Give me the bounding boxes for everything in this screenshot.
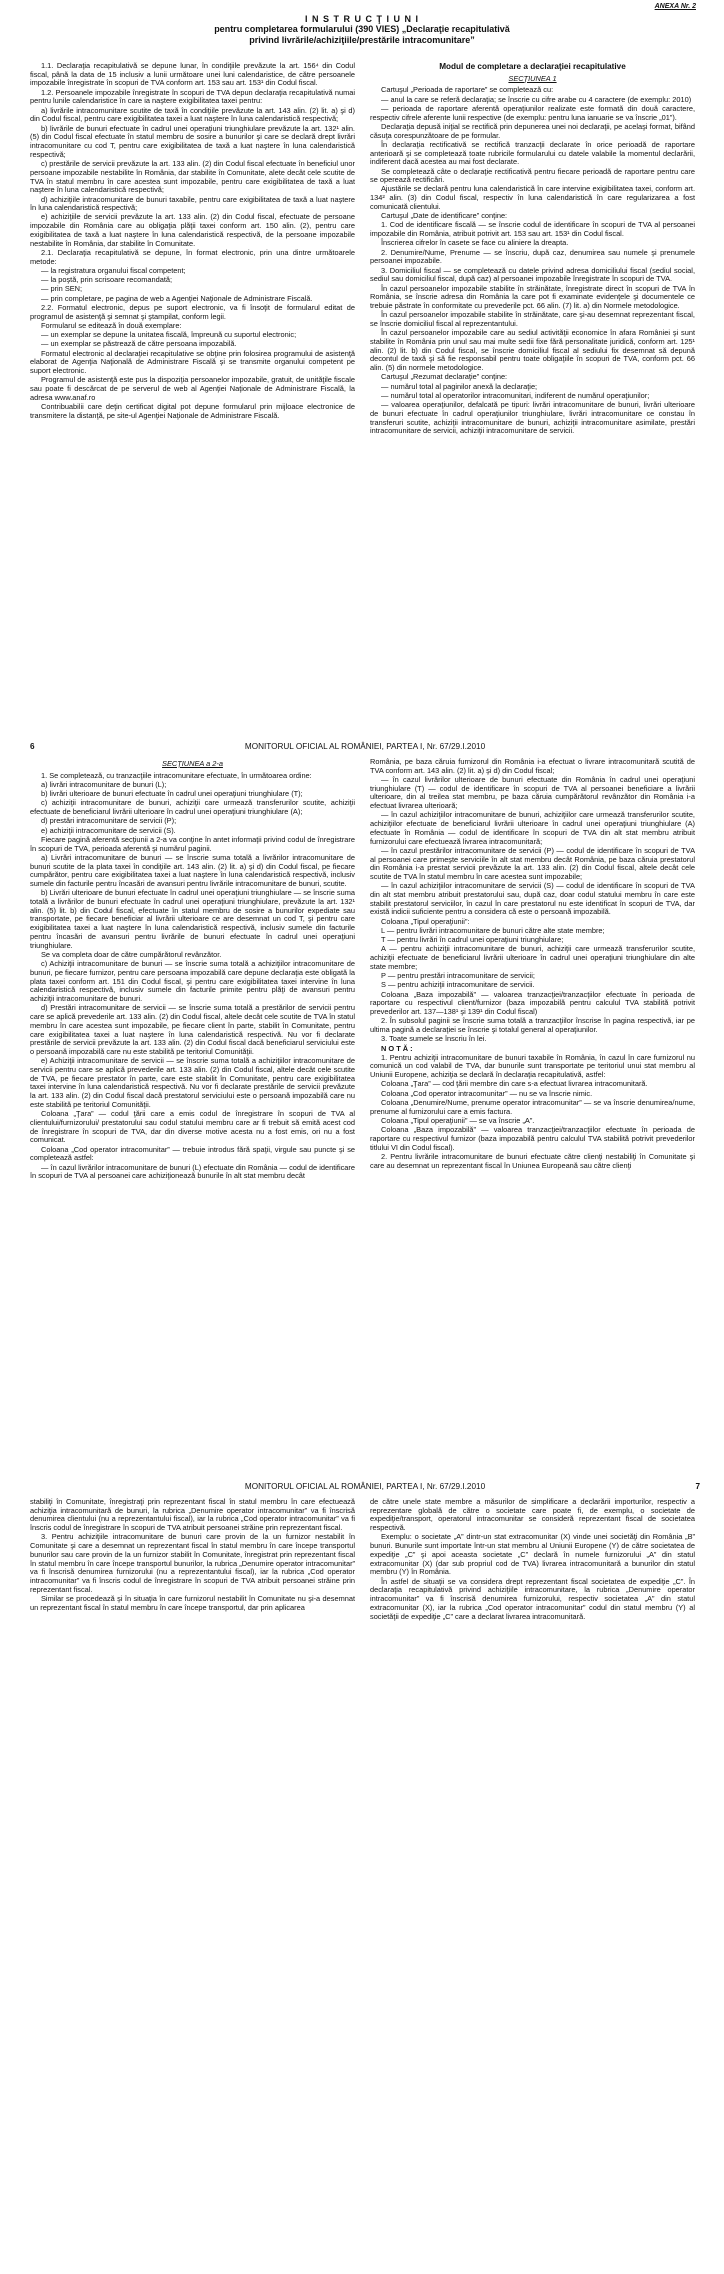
paragraph: de către unele state membre a măsurilor de simplificare a declarării importurilor, respectiv a reprezentare globală de către o societate care poate fi, de exemplu, o societate de expediţie/transport, operatorul intracomunitar se consideră reprezentant fiscal de societatea respectivă.	[370, 1498, 695, 1533]
paragraph: Coloana „Baza impozabilă” — valoarea tranzacţiei/tranzacţiilor efectuate în perioada de raportare cu respectivul client/furnizor (baza impozabilă pentru calculul TVA stabilită potrivit prevederilor art. 137—138¹ şi 139¹ din Codul fiscal)	[370, 989, 695, 1017]
paragraph: e) achiziţii intracomunitare de servicii (S).	[41, 825, 176, 835]
paragraph: c) achiziţii intracomunitare de bunuri, achiziţii care urmează transferurilor scutite, achiziţii efectuate de beneficiarul livrării ulterioare în cadrul unei operaţiuni triunghiulare (A);	[30, 798, 355, 817]
paragraph: 1.2. Persoanele impozabile înregistrate în scopuri de TVA depun declaraţia recapitulativă numai pentru lunile calendaristice în care ia naştere exigibilitatea taxei pentru:	[30, 87, 355, 106]
paragraph: În cazul persoanelor impozabile stabilite în străinătate, înregistrate direct în scopuri de TVA în România, se înscrie adresa din România la care pot fi examinate evidenţele şi documentele ce trebuie păstrate în conformitate cu prevederile pct. 66 alin. (7) lit. a) din Normele metodologice.	[370, 283, 695, 311]
paragraph: — în cazul livrărilor intracomunitare de bunuri (L) efectuate din România — codul de identificare în scopuri de TVA al persoanei care achiziţionează bunurile în alt stat membru decât	[30, 1162, 355, 1181]
paragraph: Cartuşul „Rezumat declaraţie” conţine:	[381, 372, 508, 382]
paragraph: Coloana „Cod operator intracomunitar” — trebuie introdus fără spaţii, virgule sau puncte şi se completează astfel:	[30, 1144, 355, 1163]
paragraph: 2.1. Declaraţia recapitulativă se depune, în format electronic, prin una dintre următoarele metode:	[30, 247, 355, 266]
right-column	[370, 1498, 695, 2268]
nota-label: N O T Ă :	[381, 1043, 413, 1053]
title-line: pentru completarea formularului (390 VIES) „Declaraţie recapitulativă	[214, 24, 510, 35]
paragraph: 2. În subsolul paginii se înscrie suma totală a tranzacţiilor înscrise în pagina respectivă, iar pe ultima pagină a declaraţiei se înscrie şi totalul general al operaţiunilor.	[370, 1016, 695, 1035]
paragraph: b) livrările de bunuri efectuate în cadrul unei operaţiuni triunghiulare prevăzute la art. 132¹ alin. (5) din Codul fiscal efectuate în statul membru de sosire a bunurilor şi care se declară drept livrări intracomunitare cu cod T, pentru care exigibilitatea de taxă a luat naştere în luna calendaristică respectivă;	[30, 123, 355, 159]
paragraph: — prin completare, pe pagina de web a Agenţiei Naţionale de Administrare Fiscală.	[41, 293, 313, 303]
section-label: SECŢIUNEA 1	[508, 73, 557, 83]
paragraph: — anul la care se referă declaraţia; se înscrie cu cifre arabe cu 4 caractere (de exemplu: 2010)	[381, 94, 692, 104]
paragraph: — un exemplar se păstrează de către persoana impozabilă.	[41, 339, 237, 349]
journal-page-7	[0, 1480, 724, 2274]
paragraph: Declaraţia depusă iniţial se rectifică prin depunerea unei noi declaraţii, pe acelaşi format, bifând căsuţa corespunzătoare de pe formular.	[370, 121, 695, 140]
paragraph: Coloana „Baza impozabilă” — valoarea tranzacţiei/tranzacţiilor efectuate în perioada de raportare cu respectivul furnizor (baza impozabilă pentru calculul TVA stabilită potrivit prevederilor titlului VI din Codul fiscal).	[370, 1125, 695, 1152]
paragraph: A — pentru achiziţii intracomunitare de bunuri, achiziţii care urmează transferurilor scutite, achiziţii efectuate de beneficiarul livrării ulterioare în cadrul unei operaţiuni triunghiulare din alte state membre;	[370, 944, 695, 971]
paragraph: a) livrările intracomunitare scutite de taxă în condiţiile prevăzute la art. 143 alin. (2) lit. a) şi d) din Codul fiscal, pentru care exigibilitatea taxei a luat naştere în luna calendaristică respectivă;	[30, 105, 355, 124]
paragraph: a) livrări intracomunitare de bunuri (L);	[41, 779, 167, 789]
paragraph: d) Prestări intracomunitare de servicii — se înscrie suma totală a prestărilor de servicii pentru care se aplică prevederile art. 133 alin. (2) din Codul fiscal, altele decât cele scutite de TVA în statul membru în care acestea sunt impozabile, pe fiecare client în parte, stabilit în Comunitate, pentru care exigibilitatea taxei a luat naştere în luna calendaristică respectivă. Nu vor fi declarate prestările de servicii prevăzute la art. 133 alin. (2) din Codul fiscal dacă beneficiarul serviciului este o persoană impozabilă care nu este stabilită pe teritoriul Comunităţii.	[30, 1003, 355, 1056]
paragraph: 2. Pentru livrările intracomunitare de bunuri efectuate către clienţi nestabiliţi în Comunitate şi care au desemnat un reprezentant fiscal în Uniunea Europeană sau către clienţi	[370, 1151, 695, 1170]
paragraph: 3. Pentru achiziţiile intracomunitare de bunuri care provin de la un furnizor nestabilit în Comunitate şi care a desemnat un reprezentant fiscal în statul membru în care începe transportul bunurilor sau care provin de la un furnizor stabilit în Comunitate, înregistrat prin reprezentant fiscal în statul membru în care începe transportul bunurilor, la rubrica „Denumire operator intracomunitar” va fi înscrisă denumirea furnizorului (nu a reprezentantului fiscal), iar la rubrica „Cod operator intracomunitar” va fi înscris codul de înregistrare în scopuri de TVA atribuit persoanei străine prin reprezentant fiscal.	[30, 1532, 355, 1594]
left-column	[30, 758, 355, 1472]
paragraph: 1. Cod de identificare fiscală — se înscrie codul de identificare în scopuri de TVA al persoanei impozabile din România, atribuit potrivit art. 153 sau art. 153¹ din Codul fiscal.	[370, 220, 695, 239]
title-line: I N S T R U C Ţ I U N I	[304, 14, 419, 24]
section-label: SECŢIUNEA a 2-a	[162, 759, 223, 768]
paragraph: 3. Domiciliul fiscal — se completează cu datele privind adresa domiciliului fiscal (sediul social, sediul sau domiciliul fiscal, după caz) al persoanei impozabile înregistrate în scopuri de TVA.	[370, 265, 695, 284]
journal-page-6	[0, 740, 724, 1475]
paragraph: S — pentru achiziţii intracomunitare de servicii.	[381, 980, 535, 990]
paragraph: În astfel de situaţii se va considera drept reprezentant fiscal societatea de expediţie „C”. În declaraţia recapitulativă privind achiziţiile intracomunitare, la rubrica „Denumire operator intracomunitar” va fi înscrisă denumirea furnizorului, respectiv societatea „A” din statul extracomunitar (X), iar la rubrica „Cod operator intracomunitar” codul din statul membru (Y) al societăţii de expediţie „C” care a declarat livrarea intracomunitară.	[370, 1576, 695, 1621]
paragraph: Coloana „Tipul operaţiunii” — se va înscrie „A”.	[381, 1115, 535, 1125]
paragraph: În cazul persoanelor impozabile stabilite în străinătate, care şi-au desemnat reprezentant fiscal, se înscrie domiciliul fiscal al reprezentantului.	[370, 310, 695, 328]
running-header	[30, 742, 700, 754]
journal-title: MONITORUL OFICIAL AL ROMÂNIEI, PARTEA I, Nr. 67/29.I.2010	[244, 742, 486, 751]
paragraph: Coloana „Cod operator intracomunitar” — nu se va înscrie nimic.	[381, 1088, 593, 1098]
paragraph: Similar se procedează şi în situaţia în care furnizorul nestabilit în Comunitate nu şi-a desemnat un reprezentant fiscal în statul membru în care începe transportul, dar prin aplicarea	[30, 1594, 355, 1612]
paragraph: — un exemplar se depune la unitatea fiscală, împreună cu suportul electronic;	[41, 330, 297, 340]
paragraph: b) livrări ulterioare de bunuri efectuate în cadrul unei operaţiuni triunghiulare (T);	[41, 789, 303, 799]
paragraph: d) achiziţiile intracomunitare de bunuri taxabile, pentru care exigibilitatea de taxă a luat naştere în luna calendaristică respectivă;	[30, 194, 355, 213]
paragraph: T — pentru livrări în cadrul unei operaţiuni triunghiulare;	[381, 935, 564, 945]
paragraph: e) achiziţiile de servicii prevăzute la art. 133 alin. (2) din Codul fiscal, efectuate de persoane impozabile din România care au obligaţia plăţii taxei conform art. 150 alin. (2), pentru care exigibilitatea de taxă a luat naştere în luna calendaristică respectivă, de la persoane impozabile nestabilite în România, dar stabilite în Comunitate.	[30, 212, 355, 248]
paragraph: În cazul persoanelor impozabile care au sediul activităţii economice în afara României şi sunt stabilite în România prin unul sau mai multe sedii fixe fără personalitate juridică, conform art. 125¹ alin. (2) lit. b) din Codul fiscal, se înscrie domiciliul fiscal al sediului fix desemnat să depună decontul de taxă şi să fie responsabil pentru toate obligaţiile în scopuri de TVA, conform pct. 66 alin. (5) din normele metodologice.	[370, 328, 695, 373]
paragraph: 2. Denumire/Nume, Prenume — se înscriu, după caz, denumirea sau numele şi prenumele persoanei impozabile.	[370, 247, 695, 266]
page-number: 6	[30, 742, 35, 751]
paragraph: e) Achiziţii intracomunitare de servicii — se înscrie suma totală a achiziţiilor intracomunitare de servicii pentru care se aplică prevederile art. 133 alin. (2) din Codul fiscal, altele decât cele scutite de TVA, pe fiecare prestator în parte, care este stabilit în Comunitate, pentru care exigibilitatea taxei intervine în luna calendaristică respectivă. Nu vor fi declarate prestările de servicii prevăzute la art. 133 alin. (2) din Codul fiscal dacă prestatorul serviciului este o persoană impozabilă care nu este stabilită pe teritoriul Comunităţii.	[30, 1056, 355, 1109]
paragraph: — în cazul achiziţiilor intracomunitare de bunuri, achiziţiilor care urmează transferurilor scutite, achiziţiilor efectuate de beneficiarul livrării ulterioare în cadrul unei operaţiuni triunghiulare (A) efectuate în România — codul de identificare în scopuri de TVA din alt stat membru atribuit furnizorului care efectuează livrarea intracomunitară;	[370, 810, 695, 846]
running-header	[30, 1482, 700, 1494]
paragraph: Coloana „Ţara” — codul ţării care a emis codul de înregistrare în scopuri de TVA al clientului/furnizorului/ prestatorului sau codul statului membru care ar fi trebuit să emită acest cod de înregistrare în scopuri de TVA, dar din diverse motive acesta nu a fost emis, ori nu a fost comunicat.	[30, 1109, 355, 1145]
paragraph: 1. Pentru achiziţii intracomunitare de bunuri taxabile în România, în cazul în care furnizorul nu comunică un cod valabil de TVA, dar bunurile sunt transportate pe teritoriul unui stat membru al Uniunii Europene, achiziţia se declară în declaraţia recapitulativă, astfel:	[370, 1052, 695, 1080]
paragraph: Cartuşul „Perioada de raportare” se completează cu:	[381, 85, 554, 95]
paragraph: L — pentru livrări intracomunitare de bunuri către alte state membre;	[381, 925, 605, 935]
page-number: 7	[695, 1482, 700, 1491]
paragraph: 1. Se completează, cu tranzacţiile intracomunitare efectuate, în următoarea ordine:	[41, 770, 312, 780]
paragraph: stabiliţi în Comunitate, înregistraţi prin reprezentant fiscal în statul membru în care efectuează achiziţia intracomunitară de bunuri, la rubrica „Denumire operator intracomunitar” va fi înscrisă denumirea clientului (nu a reprezentantului fiscal), iar la rubrica „Cod operator intracomunitar” va fi înscris codul de înregistrare în scopuri de TVA atribuit persoanei străine prin reprezentant fiscal.	[30, 1498, 355, 1533]
paragraph: — perioada de raportare aferentă operaţiunilor realizate este formată din două caractere, respectiv cifrele aferente lunii respective (de exemplu: pentru luna ianuarie se va înscrie „01”).	[370, 103, 695, 122]
paragraph: P — pentru prestări intracomunitare de servicii;	[381, 971, 535, 981]
paragraph: Formularul se editează în două exemplare:	[41, 320, 182, 330]
paragraph: Contribuabilii care deţin certificat digital pot depune formularul prin mijloace electronice de transmitere la distanţă, pe site-ul Agenţiei Naţionale de Administrare Fiscală.	[30, 401, 355, 420]
paragraph: c) Achiziţii intracomunitare de bunuri — se înscrie suma totală a achiziţiilor intracomunitare de bunuri, pe fiecare furnizor, pentru care persoana impozabilă care depune declaraţia este obligată la plata taxei conform art. 151 din Codul fiscal, şi pentru care exigibilitatea taxei intervine în luna calendaristică respectivă, inclusiv sumele din facturile primite pentru plăţi de avansuri pentru achiziţii intracomunitare de bunuri.	[30, 959, 355, 1004]
paragraph: Coloana „Denumire/Nume, prenume operator intracomunitar” — se va înscrie denumirea/nume, prenume al furnizorului care a emis factura.	[370, 1097, 695, 1116]
paragraph: — valoarea operaţiunilor, defalcată pe tipuri: livrări intracomunitare de bunuri, livrări ulterioare de bunuri efectuate în cadrul operaţiunilor triunghiulare, livrări intracomunitare ce constau în transferuri scutite, achiziţii intracomunitare de bunuri, achiziţii intracomunitare asimilate, prestări intracomunitare de servicii, achiziţii intracomunitare de servicii.	[370, 400, 695, 436]
paragraph: — în cazul livrărilor ulterioare de bunuri efectuate din România în cadrul unei operaţiuni triunghiulare (T) — codul de identificare în scopuri de TVA al persoanei beneficiare a livrării ulterioare, din al treilea stat membru, pe baza căruia cumpărătorul revânzător din România i-a efectuat livrarea ulterioară;	[370, 774, 695, 811]
paragraph: Fiecare pagină aferentă secţiunii a 2-a va conţine în antet informaţii privind codul de înregistrare în scopuri de TVA, perioada aferentă şi numărul paginii.	[30, 834, 355, 853]
paragraph: — numărul total al operatorilor intracomunitari, indiferent de numărul operaţiunilor;	[381, 390, 650, 400]
paragraph: România, pe baza căruia furnizorul din România i-a efectuat o livrare intracomunitară scutită de TVA conform art. 143 alin. (2) lit. a) şi d) din Codul fiscal;	[370, 758, 695, 775]
paragraph: Formatul electronic al declaraţiei recapitulative se obţine prin folosirea programului de asistenţă elaborat de Agenţia Naţională de Administrare Fiscală şi se transmite organului competent pe suport electronic.	[30, 348, 355, 375]
right-column	[370, 758, 695, 1472]
annex-label: ANEXA Nr. 2	[654, 3, 696, 10]
paragraph: — în cazul prestărilor intracomunitare de servicii (P) — codul de identificare în scopuri de TVA al persoanei care primeşte serviciile în alt stat membru decât România, pe baza căruia prestatorul din România i-a prestat servicii prevăzute la art. 133 alin. (2) din Codul fiscal, altele decât cele scutite de TVA în statul membru în care acestea sunt impozabile;	[370, 845, 695, 882]
left-column	[30, 62, 355, 732]
paragraph: — la registratura organului fiscal competent;	[41, 265, 186, 275]
title-line: privind livrările/achiziţiile/prestările intracomunitare”	[249, 34, 475, 45]
paragraph: c) prestările de servicii prevăzute la art. 133 alin. (2) din Codul fiscal efectuate în beneficiul unor persoane impozabile nestabilite în România, dar stabilite în Comunitate, alete decât cele scutite de TVA în statul membru în care acestea sunt impozabile, pentru care exigibilitatea de taxă a luat naştere în luna calendaristică respectivă;	[30, 159, 355, 195]
paragraph: Se va completa doar de către cumpărătorul revânzător.	[41, 949, 222, 959]
paragraph: 3. Toate sumele se înscriu în lei.	[381, 1034, 487, 1044]
paragraph: Cartuşul „Date de identificare” conţine:	[381, 211, 508, 221]
left-column	[30, 1498, 355, 2268]
section-heading: Modul de completare a declaraţiei recapitulative	[439, 62, 626, 71]
annex-page	[0, 0, 724, 735]
paragraph: a) Livrări intracomunitare de bunuri — se înscrie suma totală a livrărilor intracomunitare de bunuri scutite de la plata taxei în condiţiile art. 143 alin. (2) lit. a) şi d) din Codul fiscal, pe fiecare cumpărător, pentru care exigibilitatea taxei a luat naştere în luna calendaristică respectivă, inclusiv sumele din facturile pentru încasări de avansuri pentru livrările intracomunitare de bunuri, scutite.	[30, 852, 355, 889]
paragraph: Coloana „Ţara” — cod ţării membre din care s-a efectuat livrarea intracomunitară.	[381, 1079, 648, 1089]
paragraph: — prin SEN;	[41, 284, 83, 294]
paragraph: Ajustările se declară pentru luna calendaristică în care intervine exigibilitatea taxei, conform art. 134² alin. (3) din Codul fiscal, respectiv în luna calendaristică în care regularizarea a fost comunicată clientului.	[370, 184, 695, 211]
paragraph: Programul de asistenţă este pus la dispoziţia persoanelor impozabile, gratuit, de unităţile fiscale sau poate fi descărcat de pe serverul de web al Agenţiei Naţionale de Administrare Fiscală, la adresa www.anaf.ro	[30, 375, 355, 402]
paragraph: Înscrierea cifrelor în casete se face cu aliniere la dreapta.	[381, 238, 569, 248]
paragraph: 2.2. Formatul electronic, depus pe suport electronic, va fi însoţit de formularul editat de programul de asistenţă şi semnat şi ştampilat, conform legii.	[30, 302, 355, 321]
right-column	[370, 62, 695, 732]
instructions-title	[0, 14, 724, 45]
paragraph: Exemplu: o societate „A” dintr-un stat extracomunitar (X) vinde unei societăţi din România „B” bunuri. Bunurile sunt importate într-un stat membru al Uniunii Europene (Y) de către societatea de expediţie „C” şi apoi aceasta societate „C” declară în numele furnizorului „A” din statul extracomunitar (X) (dar sub propriul cod de TVA) livrarea intracomunitară a bunurilor din statul membru (Y) în România.	[370, 1532, 695, 1577]
paragraph: — în cazul achiziţiilor intracomunitare de servicii (S) — codul de identificare în scopuri de TVA din alt stat membru atribuit prestatorului sau, după caz, doar codul statului membru în care este stabilit prestatorul serviciilor, în cazul în care prestatorul nu este identificat în scopuri de TVA, dar există indicii suficiente pentru a considera că este o persoană impozabilă.	[370, 881, 695, 917]
paragraph: d) prestări intracomunitare de servicii (P);	[41, 816, 177, 826]
journal-title: MONITORUL OFICIAL AL ROMÂNIEI, PARTEA I, Nr. 67/29.I.2010	[244, 1482, 486, 1491]
paragraph: În declaraţia rectificativă se rectifică tranzacţii declarate în orice perioadă de raportare anterioară şi se completează toate rubricile formularului cu datele valabile la momentul declarării, indiferent dacă acestea au mai fost declarate.	[370, 139, 695, 167]
paragraph: b) Livrări ulterioare de bunuri efectuate în cadrul unei operaţiuni triunghiulare — se înscrie suma totală a livrărilor de bunuri efectuate în cadrul unei operaţiuni triunghiulare, prevăzute la art. 132¹ alin. (5) lit. b) din Codul fiscal, efectuate în statul membru de sosire a bunurilor expediate sau transportate, pe fiecare beneficiar al livrării ulterioare ce are desemnat un cod T, şi pentru care exigibilitatea taxei a luat naştere în luna calendaristică respectivă, inclusiv sumele din facturile pentru încasări de avansuri pentru livrările de bunuri efectuate în cadrul unei operaţiuni triunghiulare.	[30, 888, 355, 950]
paragraph: Se completează câte o declaraţie rectificativă pentru fiecare perioadă de raportare pentru care se operează rectificări.	[370, 166, 695, 185]
paragraph: Coloana „Tipul operaţiunii”:	[381, 916, 470, 926]
paragraph: 1.1. Declaraţia recapitulativă se depune lunar, în condiţiile prevăzute la art. 156⁴ din Codul fiscal, până la data de 15 inclusiv a lunii următoare unei luni calendaristice, de către persoanele impozabile înregistrate în scopuri de TVA conform art. 153 sau art. 153¹ din Codul fiscal.	[30, 62, 355, 88]
paragraph: — la poştă, prin scrisoare recomandată;	[41, 275, 173, 285]
paragraph: — numărul total al paginilor anexă la declaraţie;	[381, 381, 538, 391]
